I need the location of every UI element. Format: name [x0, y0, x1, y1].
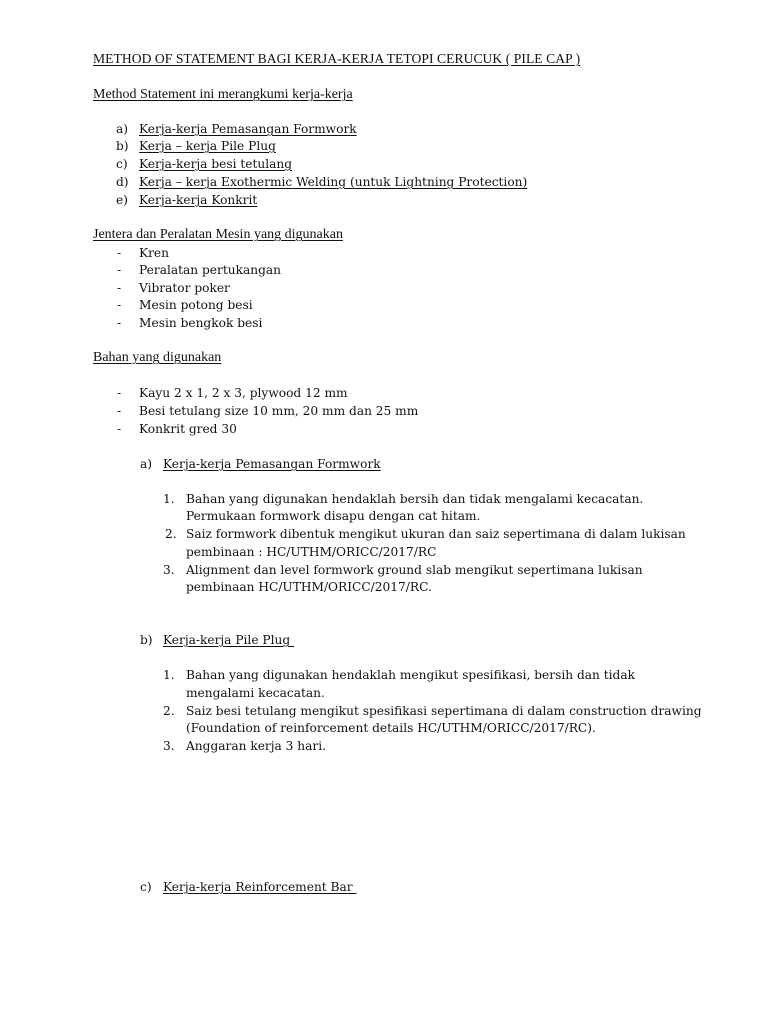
step-text-line: Alignment dan level formwork ground slab mengikut sepertimana lukisan: [186, 563, 643, 577]
step-text-line: (Foundation of reinforcement details HC/UTHM/ORICC/2017/RC).: [186, 721, 596, 735]
step-number: 2.: [165, 527, 177, 541]
scope-item-marker: a): [116, 122, 129, 136]
bullet-dash: -: [117, 386, 122, 400]
section-marker: b): [140, 633, 153, 647]
scope-item-text: Kerja – kerja Pile Plug: [139, 139, 276, 153]
section-heading: Kerja-kerja Pemasangan Formwork: [163, 457, 381, 471]
step-text-line: Permukaan formwork disapu dengan cat hitam.: [186, 509, 481, 523]
machinery-item-text: Kren: [139, 246, 169, 260]
machinery-item-text: Mesin potong besi: [139, 298, 253, 312]
bullet-dash: -: [117, 404, 122, 418]
section-marker: a): [140, 457, 153, 471]
step-text-line: Saiz formwork dibentuk mengikut ukuran dan saiz sepertimana di dalam lukisan: [186, 527, 686, 541]
step-text-line: Bahan yang digunakan hendaklah bersih dan tidak mengalami kecacatan.: [186, 492, 644, 506]
step-text-line: mengalami kecacatan.: [186, 686, 325, 700]
bullet-dash: -: [117, 422, 122, 436]
machinery-item-text: Vibrator poker: [139, 281, 230, 295]
step-text-line: pembinaan HC/UTHM/ORICC/2017/RC.: [186, 580, 432, 594]
document-title: METHOD OF STATEMENT BAGI KERJA-KERJA TETOPI CERUCUK ( PILE CAP ): [93, 51, 581, 66]
scope-item-marker: d): [116, 175, 129, 189]
bullet-dash: -: [117, 246, 122, 260]
section-marker: c): [140, 880, 152, 894]
bullet-dash: -: [117, 281, 122, 295]
scope-item-text: Kerja-kerja besi tetulang: [139, 157, 293, 171]
step-number: 2.: [163, 704, 175, 718]
step-number: 3.: [163, 739, 175, 753]
section-heading: Kerja-kerja Pile Plug: [163, 633, 295, 647]
materials-item-text: Konkrit gred 30: [139, 422, 237, 436]
bullet-dash: -: [117, 263, 122, 277]
bullet-dash: -: [117, 298, 122, 312]
step-text-line: Bahan yang digunakan hendaklah mengikut spesifikasi, bersih dan tidak: [186, 668, 636, 682]
scope-item-text: Kerja-kerja Konkrit: [139, 193, 258, 207]
step-number: 3.: [163, 563, 175, 577]
scope-item-text: Kerja – kerja Exothermic Welding (untuk Lightning Protection): [139, 175, 528, 189]
machinery-item-text: Mesin bengkok besi: [139, 316, 263, 330]
materials-item-text: Besi tetulang size 10 mm, 20 mm dan 25 mm: [139, 404, 419, 418]
section-heading: Kerja-kerja Reinforcement Bar: [163, 880, 357, 894]
step-number: 1.: [163, 668, 175, 682]
materials-item-text: Kayu 2 x 1, 2 x 3, plywood 12 mm: [139, 386, 348, 400]
machinery-heading: Jentera dan Peralatan Mesin yang digunakan: [93, 227, 343, 242]
step-text-line: Anggaran kerja 3 hari.: [186, 739, 327, 753]
bullet-dash: -: [117, 316, 122, 330]
step-text-line: Saiz besi tetulang mengikut spesifikasi sepertimana di dalam construction drawing: [186, 704, 702, 718]
materials-heading: Bahan yang digunakan: [93, 350, 222, 365]
scope-item-marker: b): [116, 139, 129, 153]
intro-heading: Method Statement ini merangkumi kerja-kerja: [93, 87, 353, 102]
step-number: 1.: [163, 492, 175, 506]
step-text-line: pembinaan : HC/UTHM/ORICC/2017/RC: [186, 545, 437, 559]
scope-item-text: Kerja-kerja Pemasangan Formwork: [139, 122, 357, 136]
scope-item-marker: e): [116, 193, 128, 207]
scope-item-marker: c): [116, 157, 128, 171]
machinery-item-text: Peralatan pertukangan: [139, 263, 282, 277]
